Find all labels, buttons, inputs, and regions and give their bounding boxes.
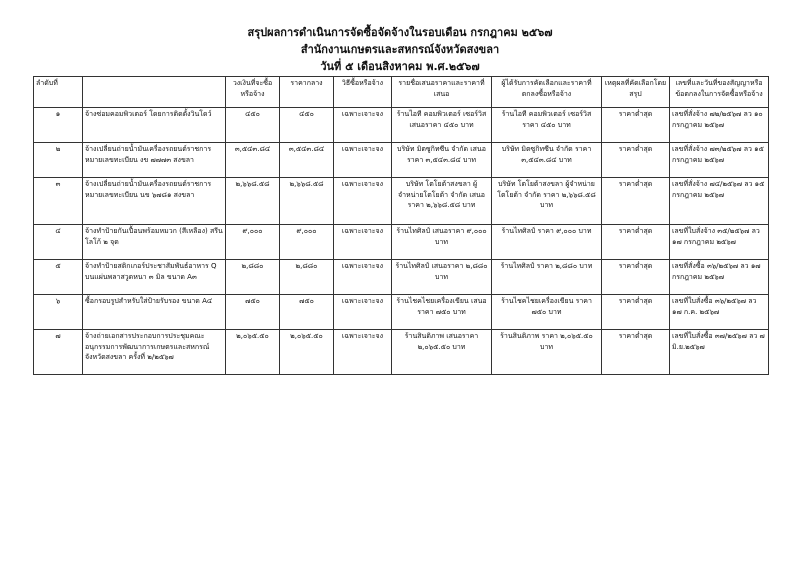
cell-method: เฉพาะเจาะจง [334,330,392,375]
cell-median-price: ๒,๐๖๕.๕๐ [280,330,334,375]
cell-item: จ้างถ่ายเอกสารประกอบการประชุมคณะอนุกรรมการพัฒนาการเกษตรและสหกรณ์จังหวัดสงขลา ครั้งที่ ๒/๒๕๖๗ [83,330,226,375]
cell-winner: ร้านสินติภาพ ราคา ๒,๐๖๕.๕๐ บาท [492,330,602,375]
cell-winner: ร้านไชคไชยเครื่องเขียน ราคา ๗๕๐ บาท [492,295,602,330]
cell-method: เฉพาะเจาะจง [334,178,392,225]
cell-no: ๕ [34,260,83,295]
cell-budget: ๒,๘๘๐ [226,260,280,295]
column-header-contract: เลขที่และวันที่ของสัญญาหรือข้อตกลงในการจัดซื้อหรือจ้าง [670,77,769,108]
cell-reason: ราคาต่ำสุด [602,260,670,295]
table-header-row [34,77,769,108]
cell-contract: เลขที่สั่งจ้าง ๗๓/๒๕๖๗ ลว ๑๕ กรกฎาคม ๒๕๖๗ [670,143,769,178]
procurement-table [33,76,769,375]
cell-bidders: บริษัท มิตซูกิทซีน จำกัด เสนอราคา ๓,๕๔๓.๘๔ บาท [392,143,492,178]
cell-winner: บริษัท มิตซูกิทซีน จำกัด ราคา ๓,๕๔๓.๘๔ บาท [492,143,602,178]
cell-median-price: ๒,๘๘๐ [280,260,334,295]
cell-reason: ราคาต่ำสุด [602,143,670,178]
cell-reason: ราคาต่ำสุด [602,178,670,225]
cell-winner: บริษัท โตโยต้าสงขลา ผู้จำหน่ายโตโยต้า จำกัด ราคา ๒,๖๖๘.๕๘ บาท [492,178,602,225]
cell-no: ๖ [34,295,83,330]
column-header-budget: วงเงินที่จะซื้อหรือจ้าง [226,77,280,108]
column-header-no: ลำดับที่ [34,77,83,108]
cell-budget: ๒,๐๖๕.๕๐ [226,330,280,375]
cell-contract: เลขที่สั่งจ้าง ๗๔/๒๕๖๗ ลว ๑๕ กรกฎาคม ๒๕๖๗ [670,178,769,225]
page-title: สรุปผลการดำเนินการจัดซื้อจัดจ้างในรอบเดือน กรกฎาคม ๒๕๖๗ [247,26,553,39]
cell-no: ๓ [34,178,83,225]
cell-reason: ราคาต่ำสุด [602,225,670,260]
cell-reason: ราคาต่ำสุด [602,330,670,375]
column-header-winner: ผู้ได้รับการคัดเลือกและราคาที่ตกลงซื้อหรือจ้าง [492,77,602,108]
table-row [34,260,769,295]
cell-bidders: ร้านไทศิลป์ เสนอราคา ๒,๘๘๐ บาท [392,260,492,295]
cell-bidders: บริษัท โตโยต้าสงขลา ผู้จำหน่ายโตโยต้า จำกัด เสนอราคา ๒,๖๖๘.๕๘ บาท [392,178,492,225]
cell-median-price: ๒,๖๖๘.๕๘ [280,178,334,225]
table-row [34,143,769,178]
cell-method: เฉพาะเจาะจง [334,108,392,143]
cell-winner: ร้านไทศิลป์ ราคา ๙,๐๐๐ บาท [492,225,602,260]
cell-median-price: ๙,๐๐๐ [280,225,334,260]
cell-budget: ๔๕๐ [226,108,280,143]
cell-bidders: ร้านสินติภาพ เสนอราคา ๒,๐๖๕.๕๐ บาท [392,330,492,375]
cell-contract: เลขที่สั่งจ้าง ๗๒/๒๕๖๗ ลว ๑๐ กรกฎาคม ๒๕๖๗ [670,108,769,143]
report-date: วันที่ ๕ เดือนสิงหาคม พ.ศ.๒๕๖๗ [320,60,480,73]
cell-contract: เลขที่ใบสั่งซื้อ ๓๖/๒๕๖๗ ลว ๑๗ ก.ค. ๒๕๖๗ [670,295,769,330]
cell-item: จ้างทำป้ายกันเปื้อนพร้อมหมวก (สีเหลือง) สรีนโลโก้ ๒ จุด [83,225,226,260]
cell-item: ซื้อกรอบรูปสำหรับใส่ป้ายรับรอง ขนาด A๔ [83,295,226,330]
cell-no: ๒ [34,143,83,178]
cell-winner: ร้านไอที คอมพิวเตอร์ เซอร์วิส ราคา ๔๕๐ บาท [492,108,602,143]
cell-bidders: ร้านไทศิลป์ เสนอราคา ๙,๐๐๐ บาท [392,225,492,260]
cell-method: เฉพาะเจาะจง [334,295,392,330]
cell-method: เฉพาะเจาะจง [334,143,392,178]
cell-item: จ้างทำป้ายสติกเกอร์ประชาสัมพันธ์อาหาร Q บนแผ่นพลาสวูดหนา ๓ มิล ขนาด A๓ [83,260,226,295]
column-header-reason: เหตุผลที่คัดเลือกโดยสรุป [602,77,670,108]
cell-contract: เลขที่สั่งซื้อ ๓๖/๒๕๖๗ ลว ๑๗ กรกฎาคม ๒๕๖๗ [670,260,769,295]
cell-bidders: ร้านไอที คอมพิวเตอร์ เซอร์วิส เสนอราคา ๔๕๐ บาท [392,108,492,143]
cell-reason: ราคาต่ำสุด [602,295,670,330]
cell-item: จ้างซ่อมคอมพิวเตอร์ โดยการติดตั้งวินโดว์ [83,108,226,143]
cell-no: ๗ [34,330,83,375]
column-header-item [83,77,226,108]
cell-no: ๔ [34,225,83,260]
column-header-bidders: รายชื่อเสนอราคาและราคาที่เสนอ [392,77,492,108]
table-row [34,108,769,143]
cell-method: เฉพาะเจาะจง [334,260,392,295]
cell-contract: เลขที่ใบสั่งซื้อ ๓๗/๒๕๖๗ ลว ๗ มิ.ย.๒๕๖๗ [670,330,769,375]
cell-winner: ร้านไทศิลป์ ราคา ๒,๘๘๐ บาท [492,260,602,295]
cell-budget: ๓,๕๔๓.๘๔ [226,143,280,178]
cell-reason: ราคาต่ำสุด [602,108,670,143]
cell-budget: ๙,๐๐๐ [226,225,280,260]
cell-median-price: ๔๕๐ [280,108,334,143]
cell-no: ๑ [34,108,83,143]
cell-method: เฉพาะเจาะจง [334,225,392,260]
cell-budget: ๒,๖๖๘.๕๘ [226,178,280,225]
cell-median-price: ๓,๕๔๓.๘๔ [280,143,334,178]
table-row [34,225,769,260]
cell-bidders: ร้านไชคไชยเครื่องเขียน เสนอราคา ๗๕๐ บาท [392,295,492,330]
table-row [34,330,769,375]
cell-item: จ้างเปลี่ยนถ่ายน้ำมันเครื่องรถยนต์ราชการ หมายเลขทะเบียน นข ๖๗๘๑ สงขลา [83,178,226,225]
office-name: สำนักงานเกษตรและสหกรณ์จังหวัดสงขลา [300,43,500,56]
column-header-method: วิธีซื้อหรือจ้าง [334,77,392,108]
cell-item: จ้างเปลี่ยนถ่ายน้ำมันเครื่องรถยนต์ราชการ หมายเลขทะเบียน งข ๗๗๗๓ สงขลา [83,143,226,178]
column-header-median-price: ราคากลาง [280,77,334,108]
cell-contract: เลขที่ใบสั่งจ้าง ๓๕/๒๕๖๗ ลว ๑๗ กรกฎาคม ๒๕๖๗ [670,225,769,260]
cell-budget: ๗๕๐ [226,295,280,330]
cell-median-price: ๗๕๐ [280,295,334,330]
table-row [34,178,769,225]
table-row [34,295,769,330]
